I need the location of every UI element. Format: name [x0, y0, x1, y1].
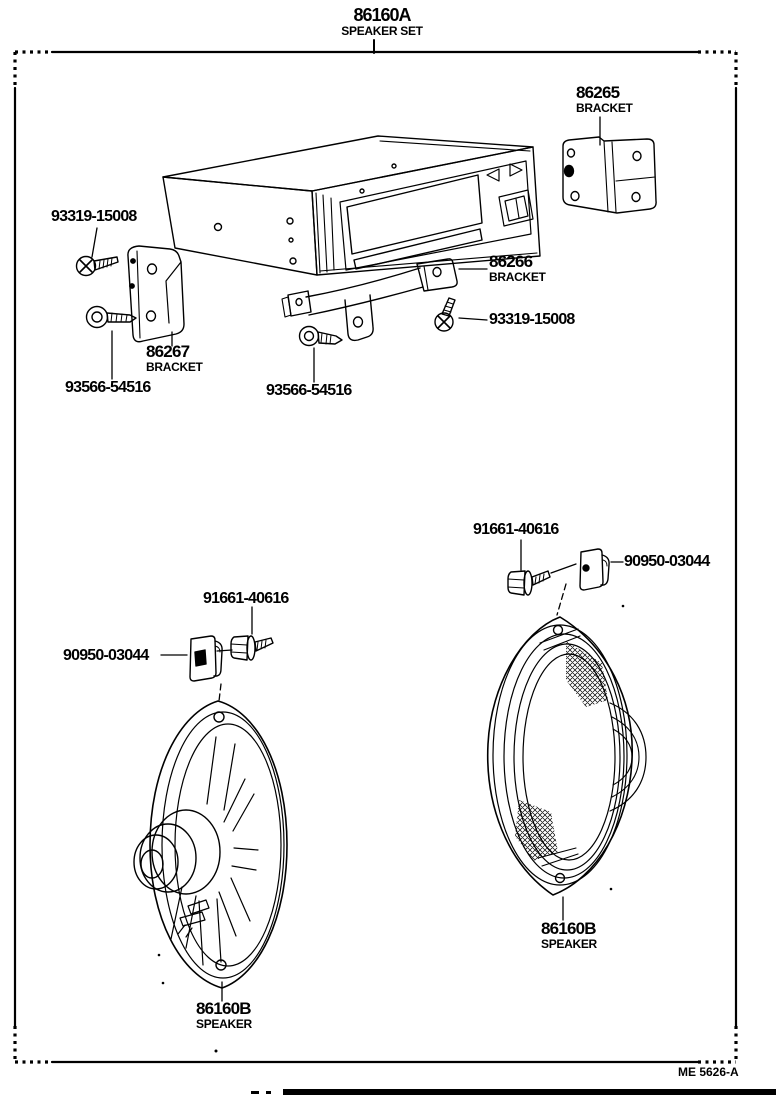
- label-bolt-91661-right: [473, 522, 559, 539]
- label-screw-93566-left: [65, 380, 151, 397]
- bolt-91661-right-drawing: [508, 571, 550, 595]
- clip-90950-right-drawing: [580, 549, 609, 590]
- part-number: 93319-15008: [489, 311, 575, 328]
- part-name: SPEAKER: [541, 937, 597, 952]
- part-name: BRACKET: [576, 101, 633, 116]
- label-bolt-91661-left: [203, 591, 289, 608]
- label-screw-93566-center: [266, 383, 352, 400]
- label-clip-90950-left: [63, 648, 149, 665]
- part-name: SPEAKER: [196, 1017, 252, 1032]
- label-bracket-86267: [146, 343, 203, 374]
- screw-93566-center-drawing: [300, 327, 343, 346]
- label-clip-90950-right: [624, 554, 710, 571]
- part-number: 90950-03044: [624, 553, 710, 570]
- label-speaker-left: [196, 1000, 252, 1031]
- part-name: SPEAKER SET: [341, 24, 423, 39]
- part-number: 86267: [146, 342, 190, 361]
- doc-code: ME 5626-A: [678, 1065, 739, 1079]
- bracket-86267-drawing: [128, 246, 184, 342]
- label-screw-93319-right: [489, 312, 575, 329]
- part-number: 86266: [489, 252, 533, 271]
- part-number: 86160B: [196, 999, 251, 1018]
- part-number: 90950-03044: [63, 647, 149, 664]
- screw-93566-left-drawing: [87, 307, 137, 328]
- part-number: 86265: [576, 83, 620, 102]
- part-number: 91661-40616: [203, 590, 289, 607]
- part-number: 86160B: [541, 919, 596, 938]
- label-screw-93319-left: [51, 209, 137, 226]
- label-bracket-86265: [576, 84, 633, 115]
- part-name: BRACKET: [489, 270, 546, 285]
- part-name: BRACKET: [146, 360, 203, 375]
- label-speaker-set: [327, 6, 437, 38]
- part-number: 86160A: [353, 5, 411, 25]
- speaker-left-drawing: [134, 701, 287, 988]
- part-number: 91661-40616: [473, 521, 559, 538]
- label-bracket-86266: [489, 253, 546, 284]
- part-number: 93566-54516: [266, 382, 352, 399]
- screw-93319-left-drawing: [77, 257, 119, 276]
- part-number: 93566-54516: [65, 379, 151, 396]
- screw-93319-right-drawing: [435, 298, 455, 331]
- part-number: 93319-15008: [51, 208, 137, 225]
- clip-90950-left-drawing: [190, 636, 222, 681]
- speaker-right-drawing: [488, 617, 646, 895]
- label-speaker-right: [541, 920, 597, 951]
- radio-unit-drawing: [163, 136, 540, 275]
- bolt-91661-left-drawing: [231, 636, 273, 660]
- bracket-86265-drawing: [563, 137, 656, 213]
